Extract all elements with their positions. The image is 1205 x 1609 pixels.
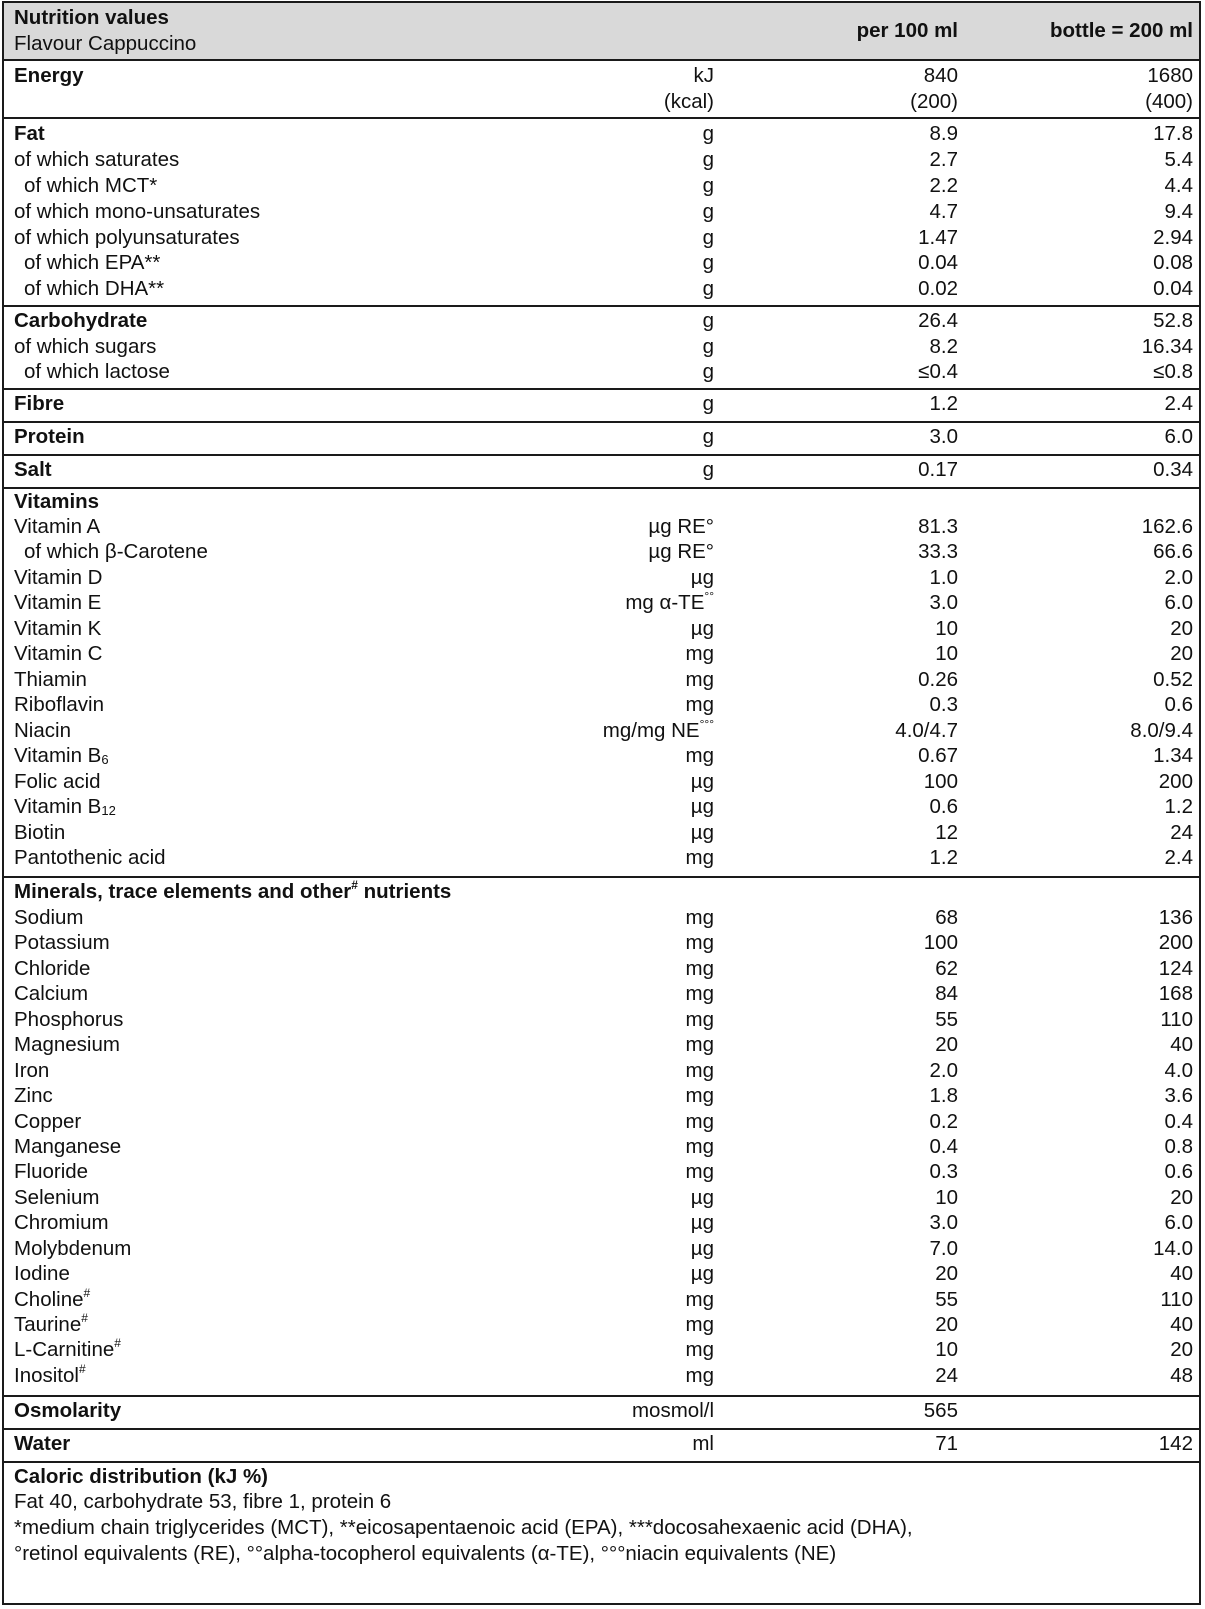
section-divider — [4, 1395, 1199, 1397]
row-unit: µg — [690, 1211, 714, 1234]
row-unit: mg — [685, 906, 714, 929]
row-value-per-100ml: 0.67 — [918, 744, 958, 767]
row-value-per-100ml: 0.17 — [918, 458, 958, 481]
row-value-per-100ml: 0.26 — [918, 668, 958, 691]
row-value-bottle: 20 — [1170, 617, 1193, 640]
row-label: Selenium — [14, 1186, 100, 1209]
row-label: Biotin — [14, 821, 66, 844]
row-value-bottle: 200 — [1158, 931, 1193, 954]
row-value-bottle: 0.52 — [1153, 668, 1193, 691]
row-value-per-100ml: 20 — [935, 1262, 958, 1285]
row-value-per-100ml: 2.2 — [929, 174, 958, 197]
table-subtitle: Flavour Cappuccino — [14, 32, 197, 55]
row-value-per-100ml: 55 — [935, 1008, 958, 1031]
row-value-per-100ml: 2.0 — [929, 1059, 958, 1082]
row-label: L-Carnitine# — [14, 1336, 121, 1361]
row-label: Vitamin K — [14, 617, 102, 640]
footnote-line: *medium chain triglycerides (MCT), **eicosapentaenoic acid (EPA), ***docosahexaenic acid (DHA), — [14, 1516, 913, 1539]
row-unit: g — [702, 251, 714, 274]
row-unit: mg/mg NE°°° — [602, 717, 714, 742]
row-label: Chloride — [14, 957, 91, 980]
row-unit: mg — [685, 1110, 714, 1133]
column-header-bottle: bottle = 200 ml — [1050, 19, 1193, 42]
row-unit: mg — [685, 982, 714, 1005]
row-value-per-100ml: 0.6 — [929, 795, 958, 818]
row-value-per-100ml: 71 — [935, 1432, 958, 1455]
row-unit: mg — [685, 1364, 714, 1387]
row-unit: mg — [685, 1059, 714, 1082]
row-value-bottle: 4.4 — [1164, 174, 1193, 197]
section-divider — [4, 487, 1199, 489]
row-label: Sodium — [14, 906, 84, 929]
row-unit: µg — [690, 1262, 714, 1285]
row-label: Molybdenum — [14, 1237, 132, 1260]
row-value-bottle: 20 — [1170, 1186, 1193, 1209]
row-value-bottle: 20 — [1170, 1338, 1193, 1361]
row-unit: µg — [690, 770, 714, 793]
row-unit: ml — [692, 1432, 714, 1455]
row-value-per-100ml: 10 — [935, 617, 958, 640]
row-label: Vitamin C — [14, 642, 103, 665]
row-value-bottle: 0.4 — [1164, 1110, 1193, 1133]
row-value-per-100ml: 20 — [935, 1313, 958, 1336]
row-unit: g — [702, 148, 714, 171]
row-label: Fibre — [14, 392, 65, 415]
row-value-per-100ml: 1.8 — [929, 1084, 958, 1107]
row-unit: µg RE° — [648, 515, 714, 538]
section-divider — [4, 876, 1199, 878]
row-value-bottle: 1.2 — [1164, 795, 1193, 818]
row-unit: mosmol/l — [631, 1399, 714, 1422]
section-divider — [4, 454, 1199, 456]
row-value-per-100ml: 1.47 — [918, 226, 958, 249]
row-label: Potassium — [14, 931, 110, 954]
row-label: Carbohydrate — [14, 309, 148, 332]
row-value-per-100ml: 10 — [935, 642, 958, 665]
row-label: Vitamin $B_6$ — [14, 744, 109, 767]
row-label: of which polyunsaturates — [14, 226, 240, 249]
row-unit: mg — [685, 957, 714, 980]
row-value-bottle: 6.0 — [1164, 425, 1193, 448]
row-value-bottle: 2.4 — [1164, 392, 1193, 415]
row-value-bottle: 14.0 — [1153, 1237, 1193, 1260]
row-unit: g — [702, 277, 714, 300]
row-unit: µg RE° — [648, 540, 714, 563]
row-unit: mg — [685, 1338, 714, 1361]
row-value-per-100ml: 1.2 — [929, 392, 958, 415]
row-value-bottle: 40 — [1170, 1262, 1193, 1285]
row-label: Magnesium — [14, 1033, 120, 1056]
row-value-bottle: 24 — [1170, 821, 1193, 844]
row-value-per-100ml: 0.02 — [918, 277, 958, 300]
row-value-bottle: 1680 — [1147, 64, 1193, 87]
row-label: Calcium — [14, 982, 89, 1005]
row-unit: g — [702, 174, 714, 197]
row-value-bottle: 0.04 — [1153, 277, 1193, 300]
row-label: Iron — [14, 1059, 50, 1082]
section-divider — [4, 421, 1199, 423]
row-label: Water — [14, 1432, 71, 1455]
row-label: Phosphorus — [14, 1008, 124, 1031]
footnote-line: °retinol equivalents (RE), °°alpha-tocopherol equivalents (α-TE), °°°niacin equivalents (NE) — [14, 1542, 837, 1565]
row-value-bottle: 52.8 — [1153, 309, 1193, 332]
row-unit: mg — [685, 1033, 714, 1056]
row-value-bottle: 142 — [1158, 1432, 1193, 1455]
row-value-bottle: 200 — [1158, 770, 1193, 793]
row-value-bottle: 8.0/9.4 — [1130, 719, 1193, 742]
row-value-per-100ml: 55 — [935, 1288, 958, 1311]
row-label: Inositol# — [14, 1362, 86, 1387]
row-label: Fat — [14, 122, 45, 145]
row-value-bottle: (400) — [1145, 90, 1193, 113]
row-unit: mg — [685, 668, 714, 691]
row-unit: g — [702, 458, 714, 481]
row-unit: kJ — [693, 64, 714, 87]
row-value-bottle: 0.6 — [1164, 1160, 1193, 1183]
row-unit: µg — [690, 821, 714, 844]
row-value-bottle: 168 — [1158, 982, 1193, 1005]
row-value-per-100ml: 7.0 — [929, 1237, 958, 1260]
row-label: Vitamin D — [14, 566, 103, 589]
row-value-per-100ml: 565 — [923, 1399, 958, 1422]
row-value-bottle: 3.6 — [1164, 1084, 1193, 1107]
row-value-per-100ml: 12 — [935, 821, 958, 844]
row-label: Vitamin E — [14, 591, 102, 614]
section-divider — [4, 117, 1199, 119]
row-value-bottle: 40 — [1170, 1033, 1193, 1056]
row-value-bottle: 2.0 — [1164, 566, 1193, 589]
row-value-per-100ml: 8.2 — [929, 335, 958, 358]
row-value-bottle: 0.08 — [1153, 251, 1193, 274]
table-title: Nutrition values — [14, 6, 169, 29]
row-value-per-100ml: 3.0 — [929, 591, 958, 614]
row-value-bottle: 110 — [1160, 1008, 1193, 1031]
row-value-bottle: ≤0.8 — [1153, 360, 1193, 383]
row-value-per-100ml: 100 — [923, 770, 958, 793]
row-value-per-100ml: 33.3 — [918, 540, 958, 563]
row-value-per-100ml: ≤0.4 — [918, 360, 958, 383]
row-label: Taurine# — [14, 1311, 88, 1336]
row-unit: µg — [690, 795, 714, 818]
section-heading: Vitamins — [14, 490, 100, 513]
row-unit: mg — [685, 1313, 714, 1336]
row-value-per-100ml: 4.0/4.7 — [895, 719, 958, 742]
section-divider — [4, 1461, 1199, 1463]
row-value-per-100ml: 0.3 — [929, 693, 958, 716]
row-value-per-100ml: 100 — [923, 931, 958, 954]
row-label: Salt — [14, 458, 52, 481]
row-unit: g — [702, 425, 714, 448]
section-divider — [4, 1428, 1199, 1430]
row-label: Copper — [14, 1110, 82, 1133]
row-unit: g — [702, 360, 714, 383]
row-unit: mg — [685, 1160, 714, 1183]
row-value-per-100ml: 68 — [935, 906, 958, 929]
row-value-per-100ml: 2.7 — [929, 148, 958, 171]
row-value-bottle: 0.6 — [1164, 693, 1193, 716]
section-heading: Minerals, trace elements and other# nutrients — [14, 878, 452, 903]
row-unit: µg — [690, 1186, 714, 1209]
row-label: Choline# — [14, 1286, 91, 1311]
row-value-per-100ml: 62 — [935, 957, 958, 980]
row-label: Iodine — [14, 1262, 70, 1285]
table-header — [4, 3, 1199, 61]
row-value-bottle: 16.34 — [1141, 335, 1193, 358]
row-unit: g — [702, 226, 714, 249]
row-value-per-100ml: 4.7 — [929, 200, 958, 223]
row-value-bottle: 162.6 — [1141, 515, 1193, 538]
row-label: of which sugars — [14, 335, 157, 358]
row-value-per-100ml: 8.9 — [929, 122, 958, 145]
row-label: of which DHA** — [24, 277, 165, 300]
row-unit: g — [702, 335, 714, 358]
row-value-per-100ml: 10 — [935, 1338, 958, 1361]
footer-line: Fat 40, carbohydrate 53, fibre 1, protein 6 — [14, 1490, 392, 1513]
row-label: of which β-Carotene — [24, 540, 208, 563]
row-value-per-100ml: 0.3 — [929, 1160, 958, 1183]
row-value-per-100ml: 84 — [935, 982, 958, 1005]
row-unit: (kcal) — [663, 90, 714, 113]
row-unit: µg — [690, 566, 714, 589]
row-value-bottle: 9.4 — [1164, 200, 1193, 223]
row-label: Chromium — [14, 1211, 109, 1234]
row-unit: mg — [685, 1008, 714, 1031]
row-label: Zinc — [14, 1084, 53, 1107]
section-divider — [4, 305, 1199, 307]
row-value-bottle: 1.34 — [1153, 744, 1193, 767]
row-value-per-100ml: 20 — [935, 1033, 958, 1056]
row-value-bottle: 6.0 — [1164, 591, 1193, 614]
row-label: Manganese — [14, 1135, 122, 1158]
row-unit: mg — [685, 931, 714, 954]
row-unit: mg — [685, 1288, 714, 1311]
row-unit: mg — [685, 744, 714, 767]
row-value-bottle: 110 — [1160, 1288, 1193, 1311]
row-value-per-100ml: 1.0 — [929, 566, 958, 589]
row-value-bottle: 2.94 — [1153, 226, 1193, 249]
row-label: Osmolarity — [14, 1399, 122, 1422]
row-value-per-100ml: 3.0 — [929, 425, 958, 448]
row-value-bottle: 124 — [1158, 957, 1193, 980]
row-unit: g — [702, 309, 714, 332]
row-label: of which lactose — [24, 360, 170, 383]
row-value-per-100ml: (200) — [910, 90, 958, 113]
row-unit: mg α-TE°° — [625, 589, 714, 614]
row-label: Folic acid — [14, 770, 101, 793]
row-value-per-100ml: 840 — [923, 64, 958, 87]
row-unit: mg — [685, 1135, 714, 1158]
row-unit: mg — [685, 693, 714, 716]
row-value-per-100ml: 0.4 — [929, 1135, 958, 1158]
row-unit: µg — [690, 617, 714, 640]
footer-heading: Caloric distribution (kJ %) — [14, 1465, 268, 1488]
row-label: Niacin — [14, 719, 71, 742]
row-label: of which MCT* — [24, 174, 158, 197]
row-label: Riboflavin — [14, 693, 105, 716]
row-value-per-100ml: 26.4 — [918, 309, 958, 332]
row-value-bottle: 20 — [1170, 642, 1193, 665]
row-unit: mg — [685, 846, 714, 869]
row-label: Vitamin A — [14, 515, 101, 538]
column-header-per-100ml: per 100 ml — [856, 19, 958, 42]
row-value-bottle: 5.4 — [1164, 148, 1193, 171]
row-value-bottle: 66.6 — [1153, 540, 1193, 563]
row-label: Thiamin — [14, 668, 87, 691]
row-label: Pantothenic acid — [14, 846, 166, 869]
row-value-bottle: 0.8 — [1164, 1135, 1193, 1158]
row-value-bottle: 0.34 — [1153, 458, 1193, 481]
row-value-per-100ml: 1.2 — [929, 846, 958, 869]
row-label: of which saturates — [14, 148, 180, 171]
row-unit: g — [702, 392, 714, 415]
row-label: of which mono-unsaturates — [14, 200, 261, 223]
row-value-bottle: 4.0 — [1164, 1059, 1193, 1082]
row-value-bottle: 6.0 — [1164, 1211, 1193, 1234]
row-unit: mg — [685, 642, 714, 665]
row-value-bottle: 2.4 — [1164, 846, 1193, 869]
row-label: Vitamin $B_{12}$ — [14, 795, 116, 818]
row-unit: g — [702, 122, 714, 145]
row-value-per-100ml: 81.3 — [918, 515, 958, 538]
row-value-per-100ml: 0.2 — [929, 1110, 958, 1133]
row-label: Fluoride — [14, 1160, 89, 1183]
row-unit: µg — [690, 1237, 714, 1260]
section-divider — [4, 388, 1199, 390]
nutrition-table — [2, 1, 1201, 1605]
row-value-bottle: 17.8 — [1153, 122, 1193, 145]
row-value-bottle: 48 — [1170, 1364, 1193, 1387]
row-value-per-100ml: 24 — [935, 1364, 958, 1387]
row-value-per-100ml: 10 — [935, 1186, 958, 1209]
row-value-bottle: 40 — [1170, 1313, 1193, 1336]
row-value-per-100ml: 3.0 — [929, 1211, 958, 1234]
row-unit: mg — [685, 1084, 714, 1107]
row-value-bottle: 136 — [1158, 906, 1193, 929]
row-label: Protein — [14, 425, 85, 448]
row-label: Energy — [14, 64, 84, 87]
row-unit: g — [702, 200, 714, 223]
row-label: of which EPA** — [24, 251, 161, 274]
row-value-per-100ml: 0.04 — [918, 251, 958, 274]
